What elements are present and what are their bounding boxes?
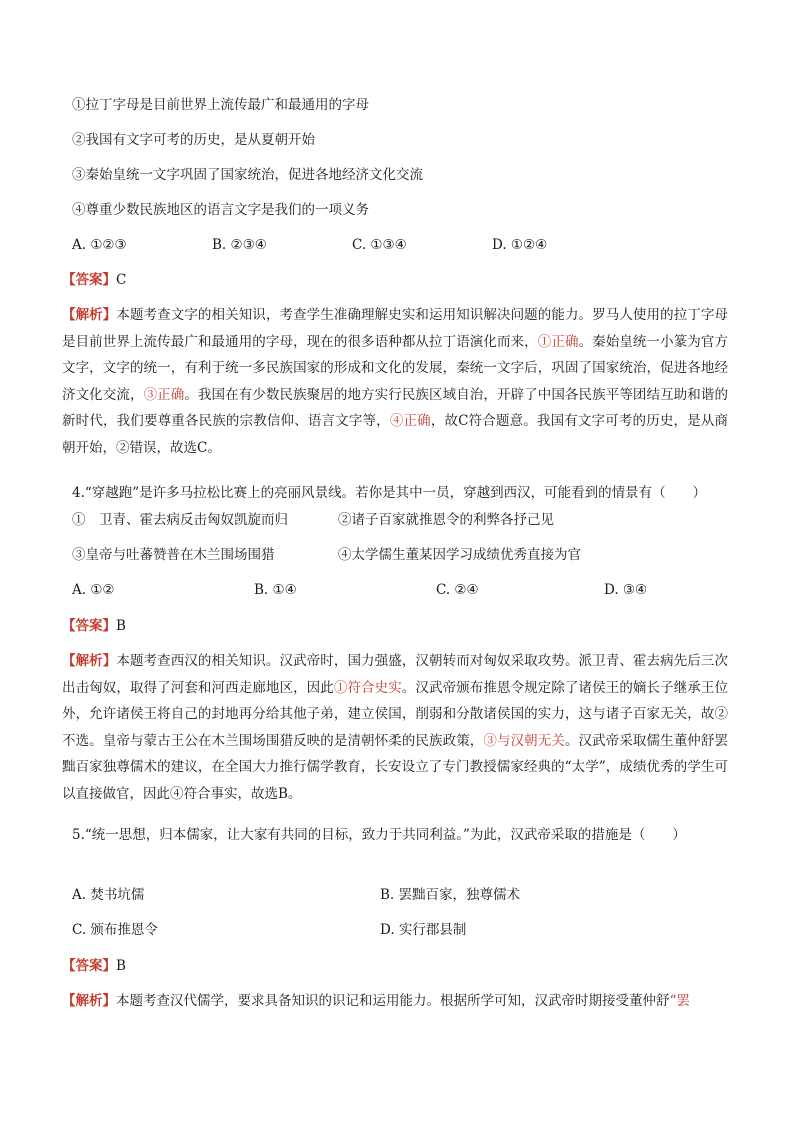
analysis-text: 。汉武帝采取儒生董仲舒罢黜百家独尊儒术的建议，在全国大力推行儒学教育，长安设立了专门教授儒家经典的“太学”，成绩优秀的学生可以直接做官，因此④符合事实，故选B。 — [62, 732, 728, 802]
q3-answer — [62, 271, 722, 289]
analysis-text: ，故C符合题意。我国有文字可考的历史，是从商朝开始，②错误，故选C。 — [62, 413, 728, 456]
q4-option-c: C. ②④ — [436, 582, 479, 598]
analysis-text: 本题考查文字的相关知识，考查学生准确理解史实和运用知识解决问题的能力。罗马人使用的拉丁字母是目前世界上流传最广和最通用的字母，现在的很多语种都从拉丁语演化而来， — [62, 307, 728, 350]
answer-tag: 【答案】 — [62, 272, 116, 288]
q4-option-a: A. ①② — [72, 582, 115, 598]
analysis-text: 。汉武帝颁布推恩令规定除了诸侯王的嫡长子继承王位外，允许诸侯王将自己的封地再分给其他子弟，建立侯国，削弱和分散诸侯国的实力，这与诸子百家无关，故②不选。皇帝与蒙古王公在木兰围场围猎反映的是清朝怀柔的民族政策， — [62, 679, 728, 749]
q4-stem: 4.“穿越跑”是许多马拉松比赛上的亮丽风景线。若你是其中一员，穿越到西汉，可能看到的情景有（ ） — [72, 485, 707, 501]
q5-answer — [62, 957, 722, 975]
answer-value: C — [116, 272, 127, 288]
q3-statement-2: ②我国有文字可考的历史，是从夏朝开始 — [72, 132, 315, 148]
q4-statement-4: ④太学儒生董某因学习成绩优秀直接为官 — [338, 547, 581, 563]
analysis-tag: 【解析】 — [62, 307, 117, 323]
q4-option-b: B. ①④ — [254, 582, 297, 598]
analysis-text: 本题考查汉代儒学，要求具备知识的识记和运用能力。根据所学可知，汉武帝时期接受董仲舒 — [116, 993, 670, 1009]
answer-value: B — [116, 958, 126, 974]
analysis-tag: 【解析】 — [62, 653, 117, 669]
q4-statement-2: ②诸子百家就推恩令的利弊各抒己见 — [338, 512, 554, 528]
analysis-highlight: ③正确 — [143, 386, 185, 403]
analysis-highlight: ③与汉朝无关 — [483, 732, 565, 749]
q3-option-d: D. ①②④ — [492, 237, 548, 253]
q3-statement-1: ①拉丁字母是目前世界上流传最广和最通用的字母 — [72, 97, 369, 113]
analysis-highlight: “罢 — [669, 993, 690, 1009]
q5-option-a: A. 焚书坑儒 — [72, 887, 145, 903]
q3-option-b: B. ②③④ — [212, 237, 267, 253]
q4-analysis — [62, 648, 728, 807]
analysis-tag: 【解析】 — [62, 993, 116, 1009]
q5-option-c: C. 颁布推恩令 — [72, 922, 158, 938]
q3-statement-3: ③秦始皇统一文字巩固了国家统治，促进各地经济文化交流 — [72, 167, 423, 183]
q4-answer — [62, 617, 722, 635]
q4-statement-3: ③皇帝与吐蕃赞普在木兰围场围猎 — [72, 547, 275, 563]
analysis-highlight: ④正确 — [389, 413, 431, 429]
answer-value: B — [116, 618, 126, 634]
q3-analysis — [62, 302, 728, 461]
analysis-text: 。秦始皇统一小篆为官方文字，文字的统一，有利于统一多民族国家的形成和文化的发展，秦统一文字后，巩固了国家统治，促进各地经济文化交流， — [62, 333, 728, 403]
q5-option-b: B. 罢黜百家，独尊儒术 — [380, 887, 521, 903]
analysis-text: 。我国在有少数民族聚居的地方实行民族区域自治，开辟了中国各民族平等团结互助和谐的新时代，我们要尊重各民族的宗教信仰、语言文字等， — [62, 386, 728, 429]
q5-option-d: D. 实行郡县制 — [380, 922, 467, 938]
analysis-text: 本题考查西汉的相关知识。汉武帝时，国力强盛，汉朝转而对匈奴采取攻势。派卫青、霍去病先后三次出击匈奴，取得了河套和河西走廊地区，因此 — [62, 653, 728, 696]
analysis-highlight: ①正确 — [537, 333, 579, 350]
q5-analysis — [62, 992, 728, 1010]
q4-option-d: D. ③④ — [604, 582, 648, 598]
q3-option-c: C. ①③④ — [352, 237, 407, 253]
answer-tag: 【答案】 — [62, 958, 116, 974]
q3-statement-4: ④尊重少数民族地区的语言文字是我们的一项义务 — [72, 202, 369, 218]
q3-option-a: A. ①②③ — [72, 237, 127, 253]
answer-tag: 【答案】 — [62, 618, 116, 634]
q5-stem: 5.“统一思想，归本儒家，让大家有共同的目标，致力于共同利益。”为此，汉武帝采取的措施是（ ） — [72, 827, 686, 843]
q4-statement-1: ① 卫青、霍去病反击匈奴凯旋而归 — [72, 512, 288, 528]
analysis-highlight: ①符合史实 — [333, 679, 402, 696]
